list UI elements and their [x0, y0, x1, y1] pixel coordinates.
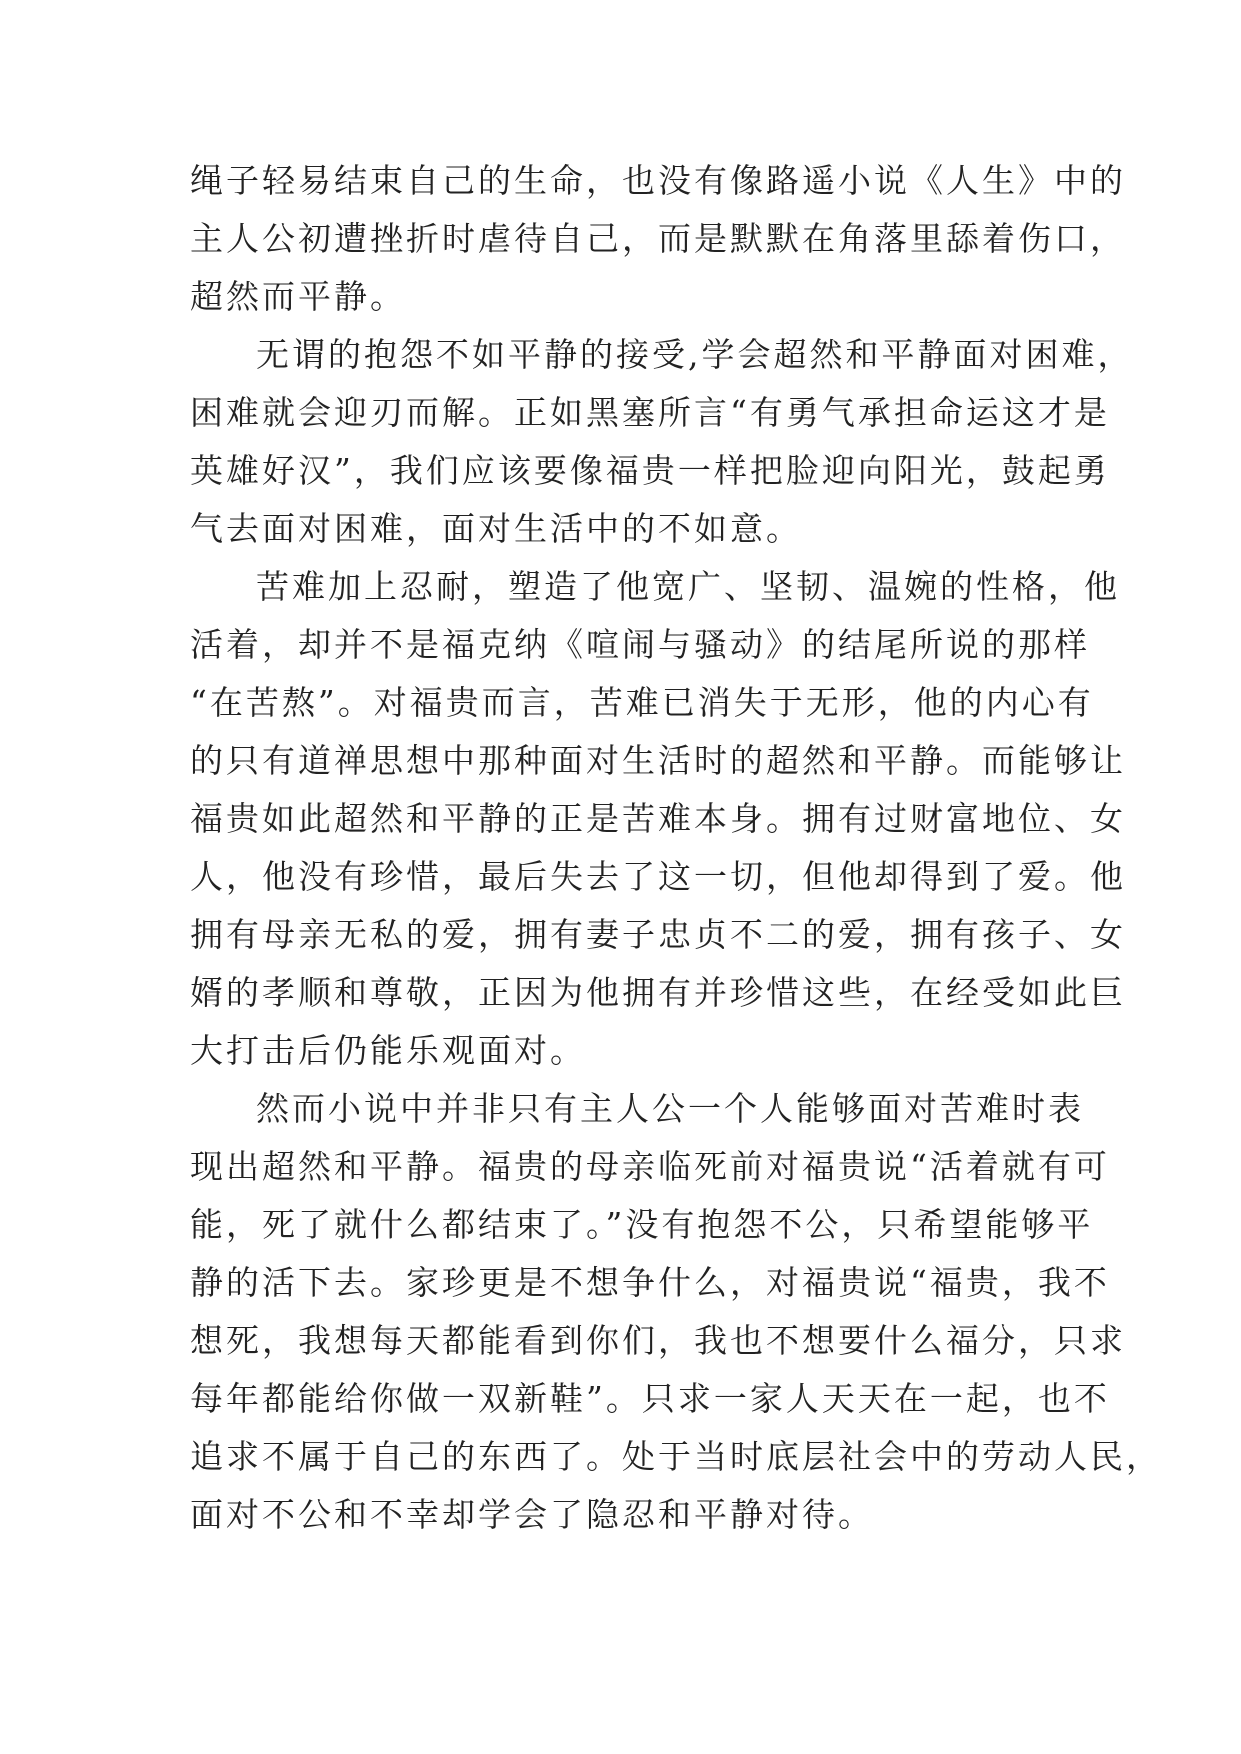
text-line: 福贵如此超然和平静的正是苦难本身。拥有过财富地位、女	[190, 799, 1126, 838]
text-line: 追求不属于自己的东西了。处于当时底层社会中的劳动人民，	[190, 1437, 1162, 1476]
text-line: “在苦熬”。对福贵而言，苦难已消失于无形，他的内心有	[190, 683, 1094, 722]
text-line: 现出超然和平静。福贵的母亲临死前对福贵说“活着就有可	[190, 1147, 1110, 1186]
text-line: 活着，却并不是福克纳《喧闹与骚动》的结尾所说的那样	[190, 625, 1090, 664]
paragraph-3	[190, 558, 1126, 1080]
text-line: 气去面对困难，面对生活中的不如意。	[190, 509, 802, 548]
text-line: 每年都能给你做一双新鞋”。只求一家人天天在一起，也不	[190, 1379, 1110, 1418]
text-line: 超然而平静。	[190, 277, 406, 316]
paragraph-4	[190, 1080, 1162, 1544]
document-body	[190, 152, 1162, 1544]
text-line: 拥有母亲无私的爱，拥有妻子忠贞不二的爱，拥有孩子、女	[190, 915, 1126, 954]
text-line: 能，死了就什么都结束了。”没有抱怨不公，只希望能够平	[190, 1205, 1094, 1244]
paragraph-1	[190, 152, 1126, 326]
paragraph-2	[190, 326, 1134, 558]
text-line: 苦难加上忍耐，塑造了他宽广、坚韧、温婉的性格，他	[256, 567, 1120, 606]
text-line: 人，他没有珍惜，最后失去了这一切，但他却得到了爱。他	[190, 857, 1126, 896]
text-line: 英雄好汉”，我们应该要像福贵一样把脸迎向阳光，鼓起勇	[190, 451, 1110, 490]
text-line: 大打击后仍能乐观面对。	[190, 1031, 586, 1070]
text-line: 绳子轻易结束自己的生命，也没有像路遥小说《人生》中的	[190, 161, 1126, 200]
text-line: 想死，我想每天都能看到你们，我也不想要什么福分，只求	[190, 1321, 1126, 1360]
text-line: 主人公初遭挫折时虐待自己，而是默默在角落里舔着伤口，	[190, 219, 1126, 258]
text-line: 无谓的抱怨不如平静的接受,学会超然和平静面对困难，	[256, 335, 1134, 374]
text-line: 的只有道禅思想中那种面对生活时的超然和平静。而能够让	[190, 741, 1126, 780]
text-line: 面对不公和不幸却学会了隐忍和平静对待。	[190, 1495, 874, 1534]
text-line: 静的活下去。家珍更是不想争什么，对福贵说“福贵，我不	[190, 1263, 1110, 1302]
text-line: 然而小说中并非只有主人公一个人能够面对苦难时表	[256, 1089, 1084, 1128]
text-line: 婿的孝顺和尊敬，正因为他拥有并珍惜这些，在经受如此巨	[190, 973, 1126, 1012]
text-line: 困难就会迎刃而解。正如黑塞所言“有勇气承担命运这才是	[190, 393, 1110, 432]
